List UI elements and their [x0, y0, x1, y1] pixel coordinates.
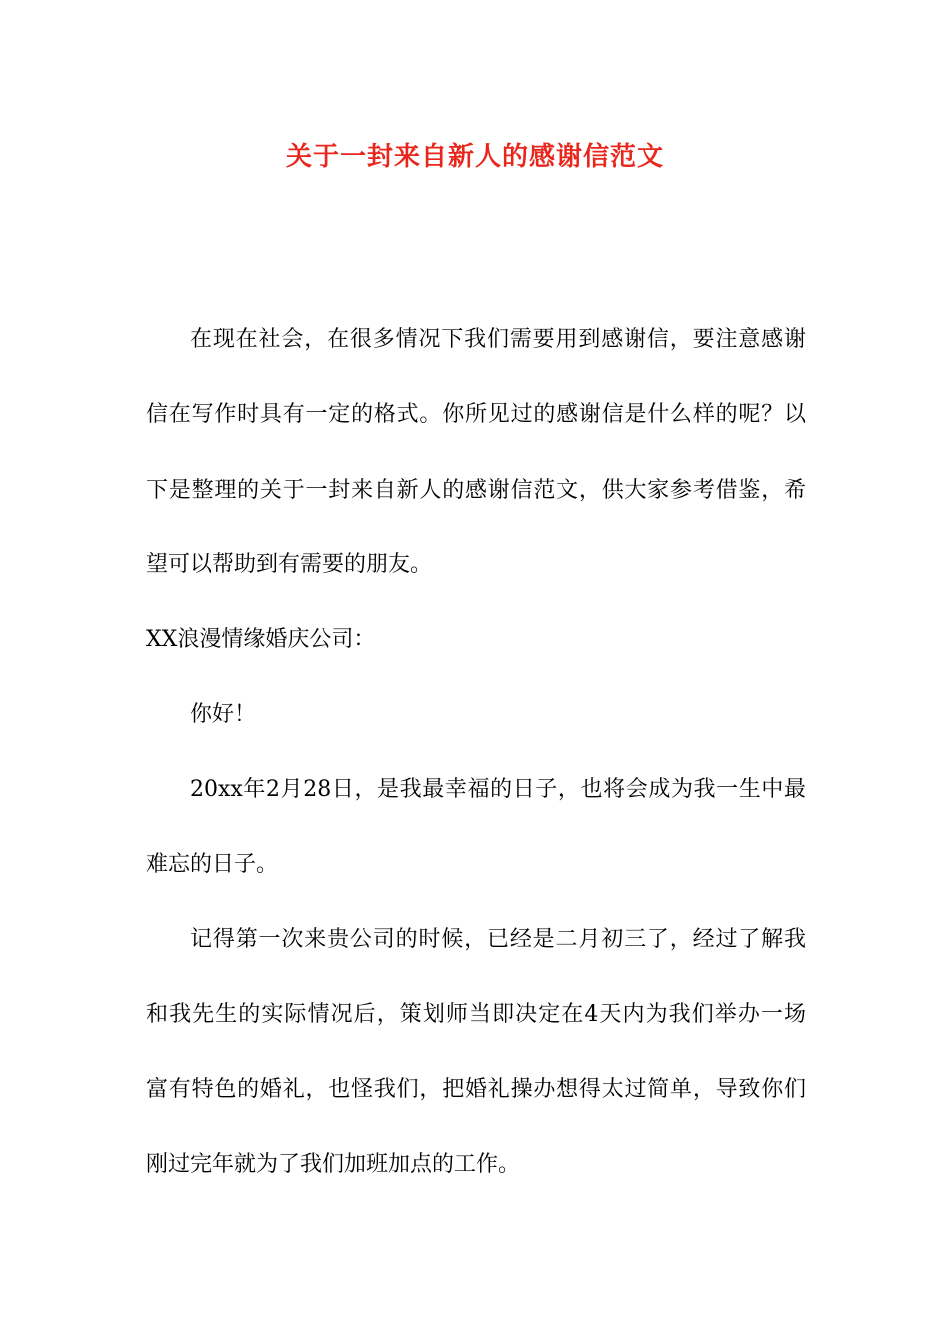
greeting: 你好！	[190, 702, 257, 727]
intro-line-1: 在现在社会，在很多情况下我们需要用到感谢信，要注意感谢	[190, 327, 806, 352]
intro-line-4: 望可以帮助到有需要的朋友。	[146, 552, 433, 577]
paragraph-1-line-1: 20xx年2月28日，是我最幸福的日子，也将会成为我一生中最	[190, 777, 806, 802]
salutation: XX浪漫情缘婚庆公司：	[146, 627, 376, 652]
intro-line-2: 信在写作时具有一定的格式。你所见过的感谢信是什么样的呢？以	[146, 402, 806, 427]
intro-line-3: 下是整理的关于一封来自新人的感谢信范文，供大家参考借鉴，希	[146, 478, 806, 503]
paragraph-2-line-2: 和我先生的实际情况后，策划师当即决定在4天内为我们举办一场	[146, 1002, 806, 1027]
document-title: 关于一封来自新人的感谢信范文	[285, 142, 664, 172]
paragraph-2-line-4: 刚过完年就为了我们加班加点的工作。	[146, 1152, 521, 1177]
paragraph-1-line-2: 难忘的日子。	[146, 852, 279, 877]
paragraph-2-line-3: 富有特色的婚礼，也怪我们，把婚礼操办想得太过简单，导致你们	[146, 1077, 806, 1102]
paragraph-2-line-1: 记得第一次来贵公司的时候，已经是二月初三了，经过了解我	[190, 927, 806, 952]
